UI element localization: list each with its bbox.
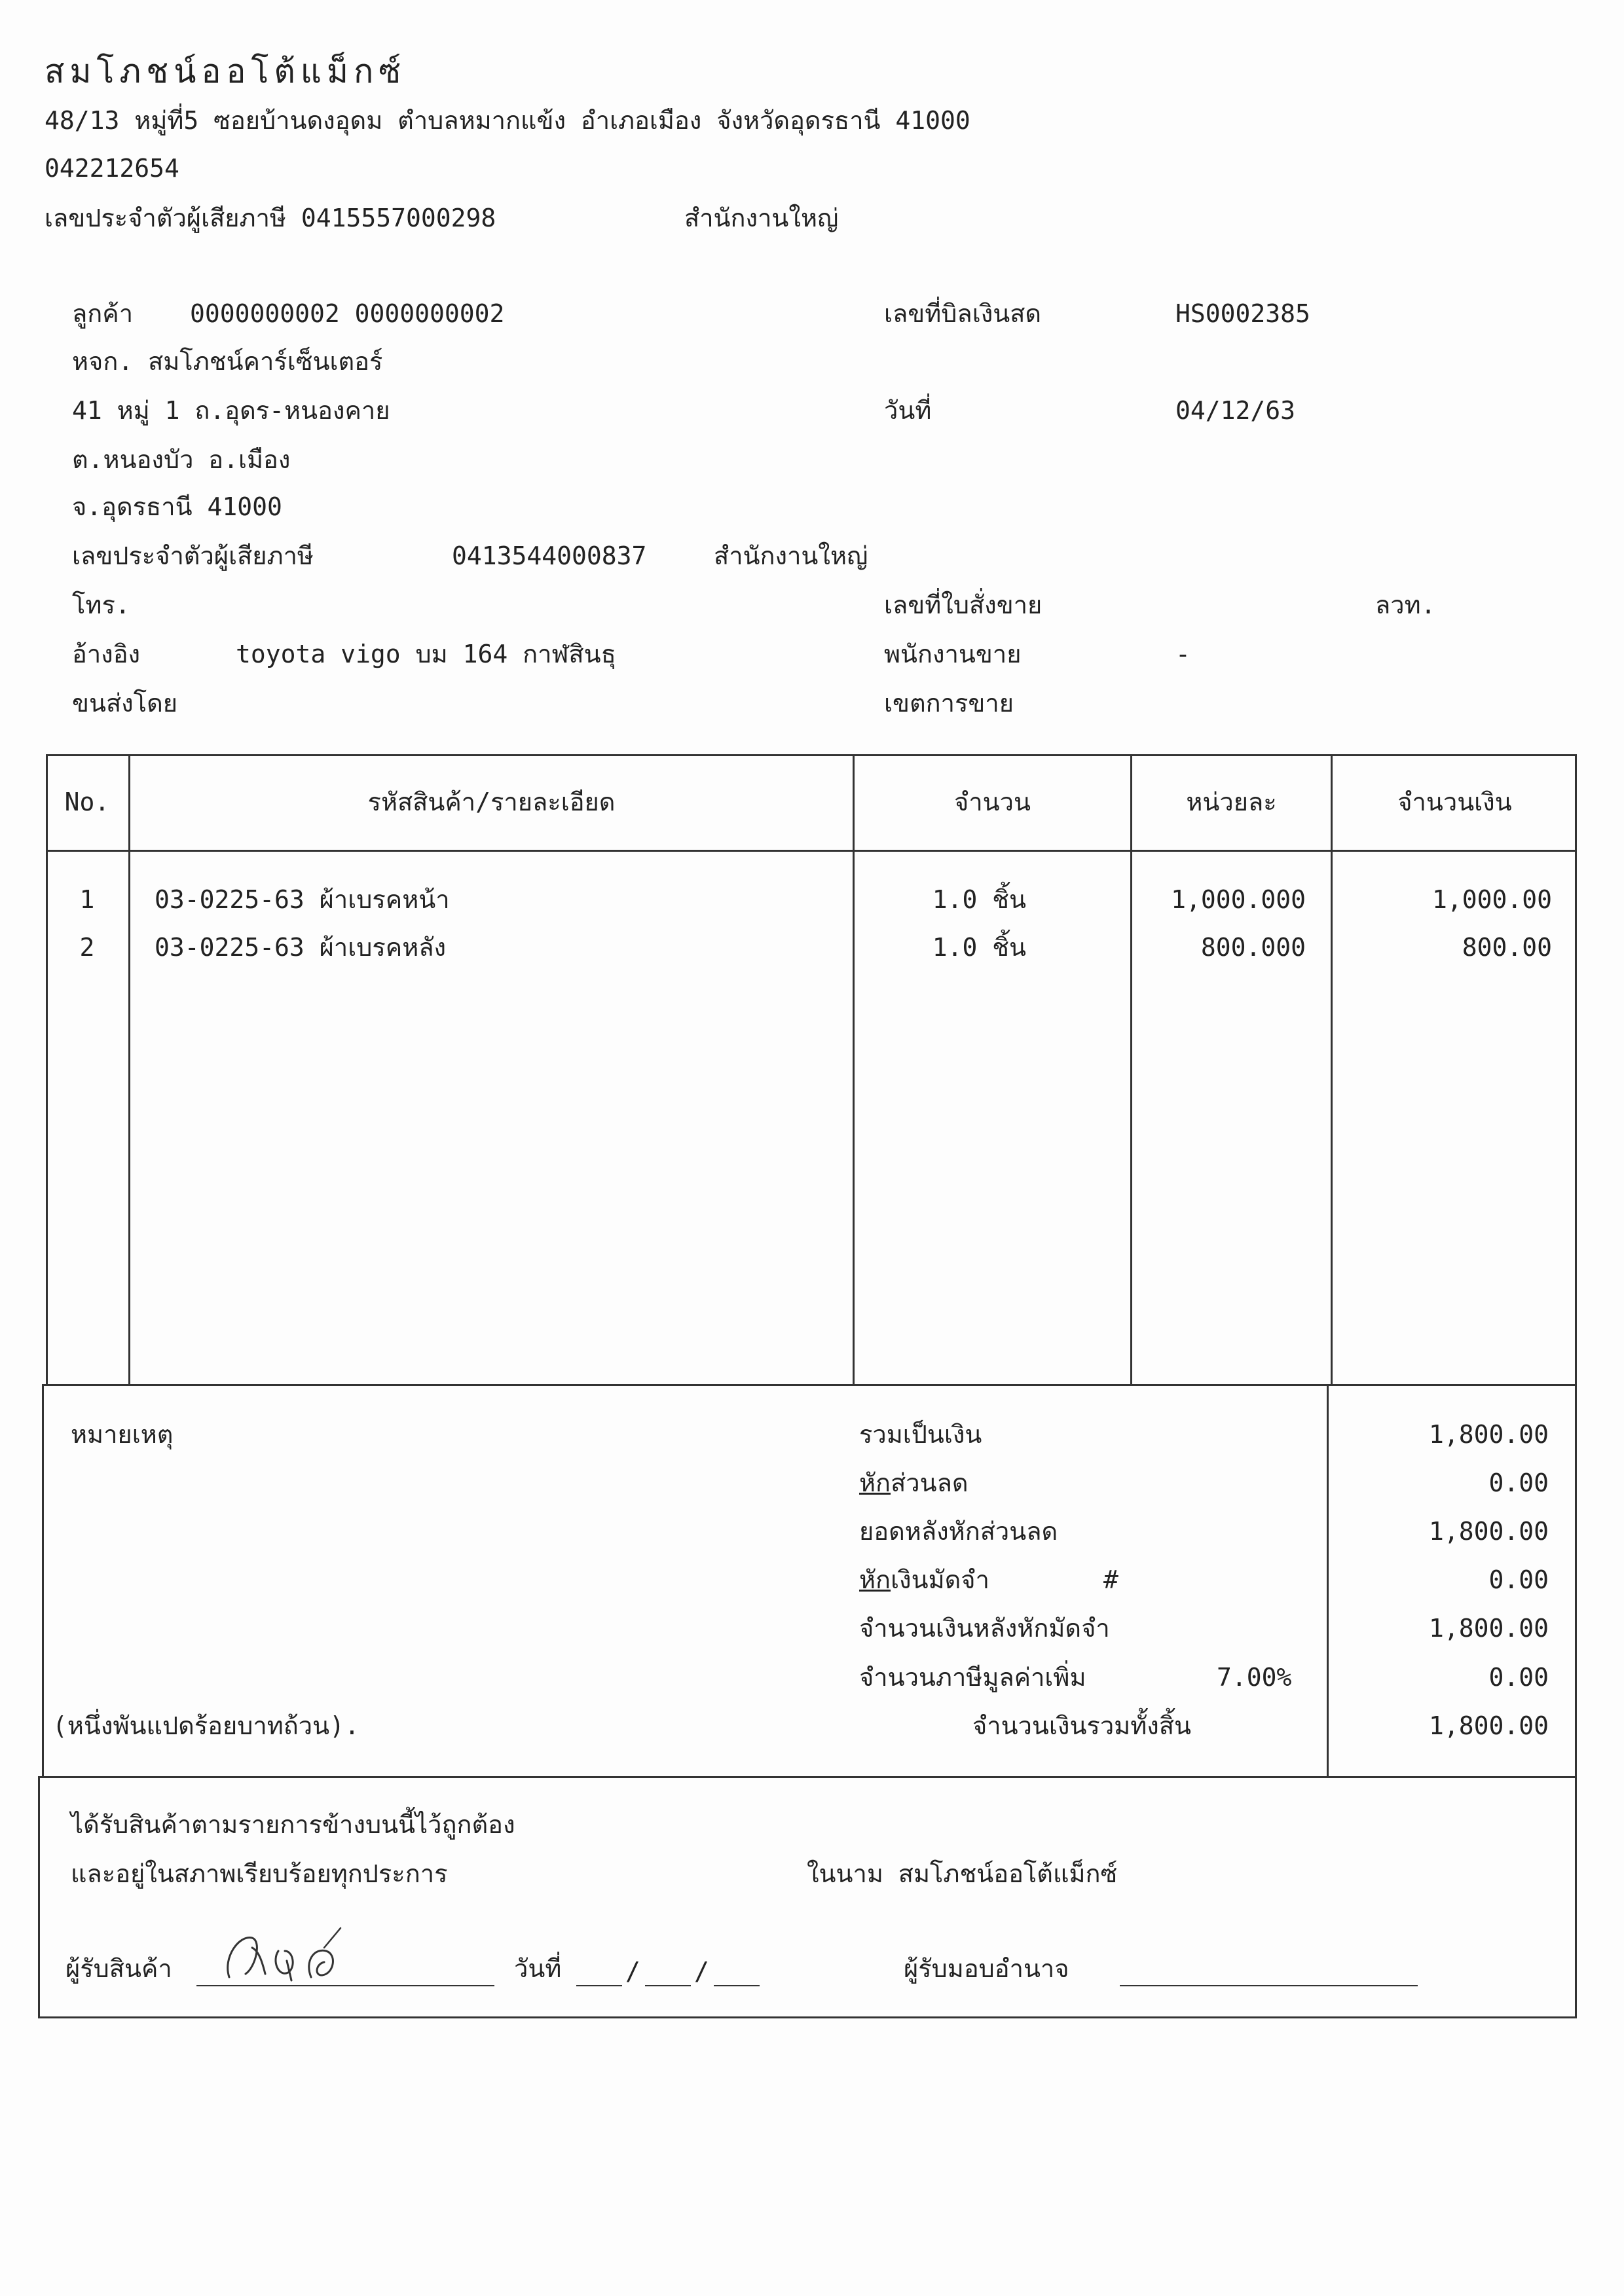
row-1-unit-price: 1,000.000 [1171,885,1306,914]
customer-tax-label: เลขประจำตัวผู้เสียภาษี [72,541,314,570]
col-divider-2 [853,754,855,1386]
customer-name: หจก. สมโภชน์คาร์เซ็นเตอร์ [72,347,383,376]
salesperson-label: พนักงานขาย [884,640,1022,668]
on-behalf-of: ในนาม สมโภชน์ออโต้แม็กซ์ [807,1859,1118,1888]
shipping-label: ขนส่งโดย [72,689,178,718]
customer-address-2: ต.หนองบัว อ.เมือง [72,445,291,474]
receipt-statement-1: ได้รับสินค้าตามรายการข้างบนนี้ไว้ถูกต้อง [71,1810,515,1839]
date-sep-1: / [625,1957,640,1986]
customer-address-1: 41 หมู่ 1 ถ.อุดร-หนองคาย [72,396,390,425]
customer-label: ลูกค้า [72,299,134,328]
grand-total-label: จำนวนเงินรวมทั้งสิ้น [972,1711,1191,1740]
receive-date-label: วันที่ [514,1954,562,1983]
reference-label: อ้างอิง [72,640,141,668]
col-divider-1 [128,754,130,1386]
row-2-quantity: 1.0 ชิ้น [932,933,1026,962]
bill-number-label: เลขที่บิลเงินสด [884,299,1042,328]
subtotal-label: รวมเป็นเงิน [859,1420,982,1449]
row-1-no: 1 [79,885,95,914]
grand-total-value: 1,800.00 [1428,1711,1549,1740]
customer-tax-id: 0413544000837 [452,541,647,570]
row-2-unit-price: 800.000 [1200,933,1306,962]
after-deposit-label: จำนวนเงินหลังหักมัดจำ [859,1614,1110,1643]
subtotal-value: 1,800.00 [1428,1420,1549,1449]
authorized-signature-line [1120,1985,1418,1986]
date-sep-2: / [694,1957,709,1986]
customer-code: 0000000002 0000000002 [190,299,505,328]
deposit-value: 0.00 [1488,1565,1549,1594]
after-deposit-value: 1,800.00 [1428,1614,1549,1643]
row-2-description: 03-0225-63 ผ้าเบรคหลัง [155,933,447,962]
discount-prefix: หัก [859,1468,891,1497]
bill-date: 04/12/63 [1175,396,1296,425]
after-discount-value: 1,800.00 [1428,1517,1549,1546]
sales-order-label: เลขที่ใบสั่งขาย [884,591,1043,619]
row-1-quantity: 1.0 ชิ้น [932,885,1026,914]
date-year-blank [714,1985,760,1986]
discount-label [859,1470,969,1495]
authorized-label: ผู้รับมอบอำนาจ [904,1954,1069,1983]
sales-area-label: เขตการขาย [884,689,1014,718]
customer-phone-label: โทร. [72,591,130,619]
receipt-statement-2: และอยู่ในสภาพเรียบร้อยทุกประการ [71,1859,448,1888]
row-1-description: 03-0225-63 ผ้าเบรคหน้า [155,885,450,914]
bill-number: HS0002385 [1175,299,1310,328]
header-quantity: จำนวน [954,788,1031,816]
deposit-prefix: หัก [859,1565,891,1594]
customer-branch: สำนักงานใหญ่ [714,541,868,570]
deposit-mark: # [1103,1565,1118,1594]
header-unit-price: หน่วยละ [1186,788,1277,816]
header-description: รหัสสินค้า/รายละเอียด [367,788,616,816]
vat-value: 0.00 [1488,1663,1549,1692]
remark-label: หมายเหตุ [71,1420,174,1449]
table-header-divider [46,850,1577,852]
vat-rate: 7.00% [1217,1663,1292,1692]
after-discount-label: ยอดหลังหักส่วนลด [859,1517,1058,1546]
company-phone: 042212654 [45,154,179,183]
company-address: 48/13 หมู่ที่5 ซอยบ้านดงอุดม ตำบลหมากแข้ง อำเภอเมือง จังหวัดอุดรธานี 41000 [45,106,970,135]
deposit-label [859,1567,989,1592]
bill-date-label: วันที่ [884,396,932,425]
vat-label: จำนวนภาษีมูลค่าเพิ่ม [859,1663,1086,1692]
row-1-amount: 1,000.00 [1431,885,1552,914]
amount-in-words: (หนึ่งพันแปดร้อยบาทถ้วน). [52,1711,360,1740]
header-no: No. [64,788,110,816]
col-divider-3 [1130,754,1132,1386]
salesperson-value: - [1175,640,1190,668]
date-day-blank [576,1985,622,1986]
sales-order-value: ลวท. [1375,591,1436,619]
row-2-no: 2 [79,933,95,962]
items-table [46,754,1577,1386]
customer-address-3: จ.อุดรธานี 41000 [72,492,282,521]
receiver-signature [216,1922,360,1987]
col-divider-4 [1331,754,1333,1386]
receiver-label: ผู้รับสินค้า [65,1954,172,1983]
company-name: สมโภชน์ออโต้แม็กซ์ [45,52,407,90]
company-branch: สำนักงานใหญ่ [684,204,839,232]
company-tax-id: เลขประจำตัวผู้เสียภาษี 0415557000298 [45,204,496,232]
discount-value: 0.00 [1488,1468,1549,1497]
header-amount: จำนวนเงิน [1397,788,1512,816]
summary-divider [1327,1384,1329,1778]
discount-label-text: ส่วนลด [891,1468,969,1497]
deposit-label-text: เงินมัดจำ [891,1565,989,1594]
reference-value: toyota vigo บม 164 กาฬสินธุ [236,640,616,668]
date-month-blank [645,1985,691,1986]
row-2-amount: 800.00 [1462,933,1552,962]
